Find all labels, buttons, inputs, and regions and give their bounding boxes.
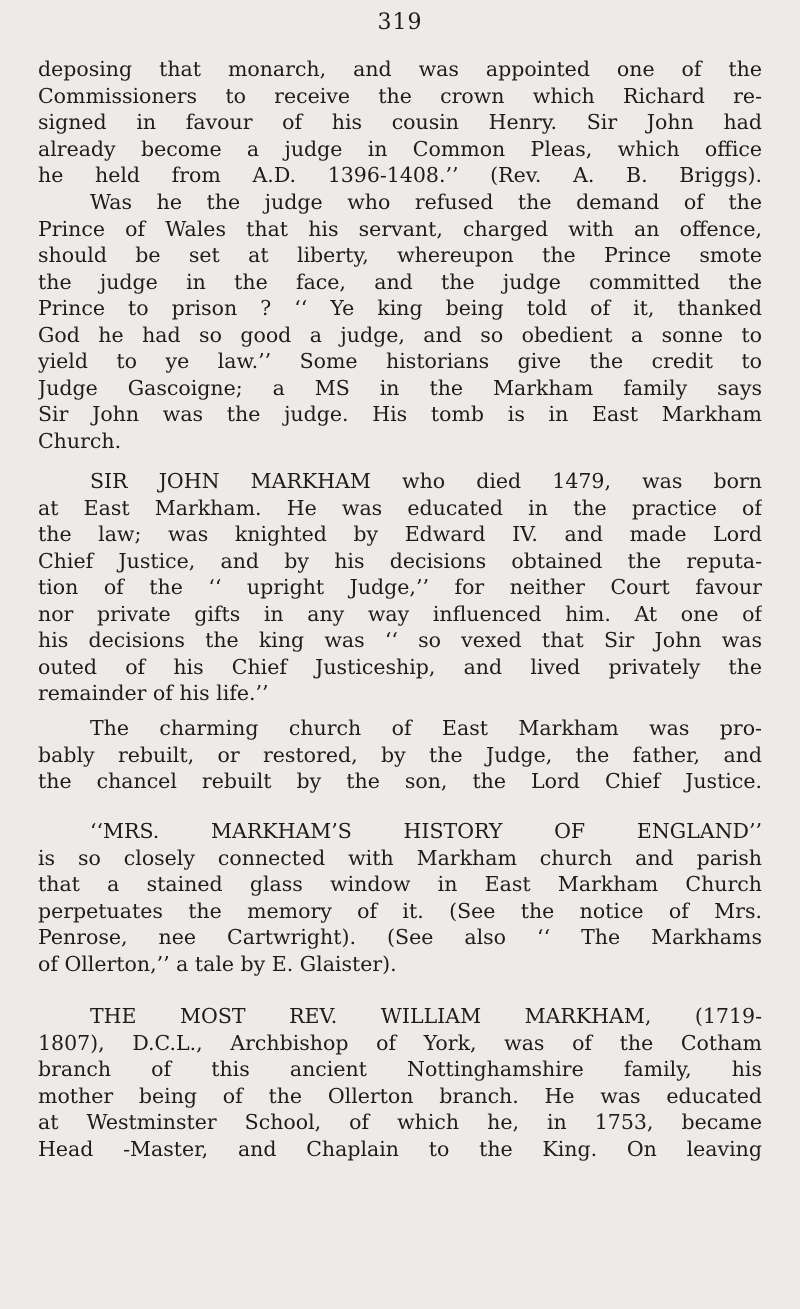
text-line: Was he the judge who refused the demand of the [90,190,762,214]
text-line: Commissioners to receive the crown which Richard re- [38,83,762,108]
text-line: bably rebuilt, or restored, by the Judge, the father, and [38,742,762,767]
text-line: THE MOST REV. WILLIAM MARKHAM, (1719- [90,1004,762,1028]
text-line: he held from A.D. 1396-1408.’’ (Rev. A. B. Briggs). [38,163,762,187]
text-line: Chief Justice, and by his decisions obtained the reputa- [38,548,762,573]
text-line: Sir John was the judge. His tomb is in East Markham [38,402,762,426]
text-line: Prince to prison ? ‘‘ Ye king being told of it, thanked [38,296,762,320]
text-line: 1807), D.C.L., Archbishop of York, was of the Cotham [38,1030,762,1055]
text-line: SIR JOHN MARKHAM who died 1479, was born [90,469,762,493]
text-line: the law; was knighted by Edward IV. and made Lord [38,522,762,546]
text-line: God he had so good a judge, and so obedient a sonne to [38,322,762,347]
text-line: his decisions the king was ‘‘ so vexed that Sir John was [38,628,762,652]
page-number: 319 [377,10,423,35]
text-line: at Westminster School, of which he, in 1753, became [38,1110,762,1134]
text-line: Head -Master, and Chaplain to the King. On leaving [38,1136,762,1161]
text-line: remainder of his life.’’ [38,681,269,705]
text-line: already become a judge in Common Pleas, which office [38,136,762,161]
paragraph-william-markham [38,1003,762,1162]
paragraph-judge-appointment [38,56,762,189]
text-line: mother being of the Ollerton branch. He was educated [38,1083,762,1108]
text-line: that a stained glass window in East Markham Church [38,872,762,896]
text-line: the judge in the face, and the judge committed the [38,269,762,294]
text-line: Penrose, nee Cartwright). (See also ‘‘ The Markhams [38,925,762,949]
paragraph-east-markham-church [38,715,762,795]
text-line: outed of his Chief Justiceship, and lived privately the [38,654,762,679]
text-line: tion of the ‘‘ upright Judge,’’ for neither Court favour [38,575,762,599]
text-line: nor private gifts in any way influenced him. At one of [38,601,762,626]
text-line: yield to ye law.’’ Some historians give the credit to [38,349,762,373]
text-line: signed in favour of his cousin Henry. Sir John had [38,110,762,134]
text-line: ‘‘MRS. MARKHAM’S HISTORY OF ENGLAND’’ [90,819,762,843]
text-line: should be set at liberty, whereupon the Prince smote [38,243,762,267]
paragraph-mrs-markham-history [38,818,762,977]
paragraph-prince-of-wales [38,189,762,454]
text-line: branch of this ancient Nottinghamshire family, his [38,1057,762,1081]
text-line: at East Markham. He was educated in the practice of [38,495,762,520]
text-line: of Ollerton,’’ a tale by E. Glaister). [38,951,397,976]
text-line: Church. [38,428,122,453]
text-line: The charming church of East Markham was pro- [90,716,762,740]
text-line: Prince of Wales that his servant, charged with an offence, [38,216,762,241]
text-line: the chancel rebuilt by the son, the Lord Chief Justice. [38,769,762,793]
text-line: deposing that monarch, and was appointed one of the [38,57,762,81]
paragraph-sir-john-markham [38,468,762,707]
text-line: Judge Gascoigne; a MS in the Markham family says [38,375,762,400]
text-line: is so closely connected with Markham church and parish [38,845,762,870]
text-line: perpetuates the memory of it. (See the notice of Mrs. [38,898,762,923]
